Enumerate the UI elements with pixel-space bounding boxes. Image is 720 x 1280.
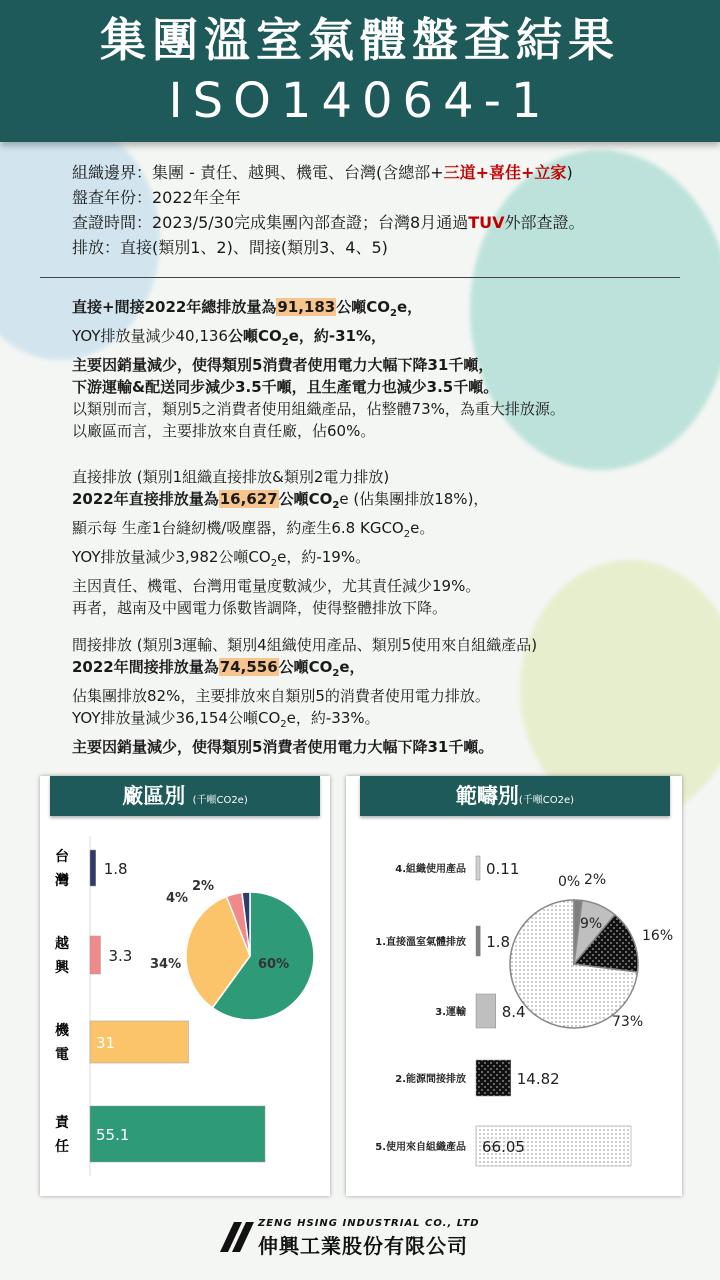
category-label: 越興 xyxy=(55,936,69,976)
scope-chart xyxy=(346,816,682,1196)
category-label: 1.直接溫室氣體排放 xyxy=(375,937,466,948)
company-logo-icon xyxy=(216,1218,256,1256)
bar-1 xyxy=(476,926,480,956)
info-block xyxy=(72,160,585,260)
bar-value-label: 14.82 xyxy=(516,1070,560,1088)
header-banner xyxy=(0,0,720,142)
bar-0 xyxy=(476,856,480,880)
verify-time: 查證時間：2023/5/30完成集團內部查證；台灣8月通過TUV外部查證。 xyxy=(72,213,585,232)
org-boundary: 組織邊界：集團 - 責任、越興、機電、台灣(含總部+三道+喜佳+立家) xyxy=(72,163,573,182)
category-label: 4.組織使用產品 xyxy=(395,864,466,875)
bar-value-label: 8.4 xyxy=(501,1003,526,1021)
bar-3 xyxy=(476,1060,511,1096)
summary-paragraph: 直接+間接2022年總排放量為91,183公噸$CO_2e$， YOY排放量減少40,136公噸$CO_2e$，約-31%， 主要因銷量減少，使得類別5消費者使用電力大幅下降31千噸， 下游運輸&配送同步減少3.5千噸，且生產電力也減少3.5千噸。 以類別而言，類別5之消費者使用組織產品，佔整體73%，為重大排放源。 以廠區而言，主要排放來自責任廠，佔60%。 xyxy=(72,298,565,440)
scope-chart-title: 範疇別(千噸CO2e) xyxy=(360,776,670,816)
category-label: 機電 xyxy=(55,1023,69,1063)
company-name-en: ZENG HSING INDUSTRIAL CO., LTD xyxy=(258,1218,480,1229)
bar-value-label: 55.1 xyxy=(96,1126,130,1144)
plant-chart-title: 廠區別 (千噸CO2e) xyxy=(50,776,320,816)
pie-value-label: 2% xyxy=(192,879,215,894)
bar-value-label: 31 xyxy=(96,1034,116,1052)
bar-0 xyxy=(90,850,96,886)
bar-2 xyxy=(476,994,496,1028)
company-name-zh: 伸興工業股份有限公司 xyxy=(258,1234,468,1258)
plant-chart xyxy=(40,816,330,1196)
bar-1 xyxy=(90,936,100,974)
bar-value-label: 66.05 xyxy=(482,1138,525,1156)
pie-value-label: 9% xyxy=(580,916,603,932)
bar-value-label: 1.8 xyxy=(103,860,128,878)
pie-value-label: 60% xyxy=(258,957,290,972)
divider xyxy=(40,277,680,278)
pie-value-label: 34% xyxy=(150,957,182,972)
pie-value-label: 73% xyxy=(612,1014,644,1030)
indirect-emission-paragraph: 間接排放 (類別3運輸、類別4組織使用產品、類別5使用來自組織產品) 2022年間接排放量為74,556公噸$CO_2e$， 佔集團排放82%，主要排放來自類別5的消費者使用電力排放。 YOY排放量減少36,154公噸$CO_2e$，約-33%。 主要因銷量減少，使得類別5消費者使用電力大幅下降31千噸。 xyxy=(72,636,538,756)
direct-emission-paragraph: 直接排放 (類別1組織直接排放&類別2電力排放) 2022年直接排放量為16,627公噸$CO_2e$ (佔集團排放18%)， 顯示每 生產1台縫紉機/吸塵器，約產生6.8 $KGCO_2e$。 YOY排放量減少3,982公噸$CO_2e$，約-19%。 主因責任、機電、台灣用電量度數減少，尤其責任減少19%。 再者，越南及中國電力係數皆調降，使得整體排放下降。 xyxy=(72,468,489,617)
category-label: 台灣 xyxy=(55,849,69,889)
bar-value-label: 0.11 xyxy=(486,860,520,878)
category-label: 5.使用來自組織產品 xyxy=(375,1142,466,1153)
inventory-year: 盤查年份：2022年全年 xyxy=(72,188,241,207)
pie-value-label: 16% xyxy=(642,928,674,944)
page-title: 集團溫室氣體盤查結果 xyxy=(100,13,620,67)
bar-value-label: 1.8 xyxy=(486,933,511,951)
pie-value-label: 4% xyxy=(166,891,189,906)
pie-value-label: 0% xyxy=(558,874,581,890)
category-label: 2.能源間接排放 xyxy=(395,1074,466,1085)
bar-value-label: 3.3 xyxy=(108,947,133,965)
emission-scope: 排放：直接(類別1、2)、間接(類別3、4、5) xyxy=(72,238,388,257)
page-subtitle: ISO14064-1 xyxy=(168,73,552,129)
pie-value-label: 2% xyxy=(584,872,607,888)
category-label: 責任 xyxy=(55,1115,69,1155)
category-label: 3.運輸 xyxy=(435,1007,466,1018)
